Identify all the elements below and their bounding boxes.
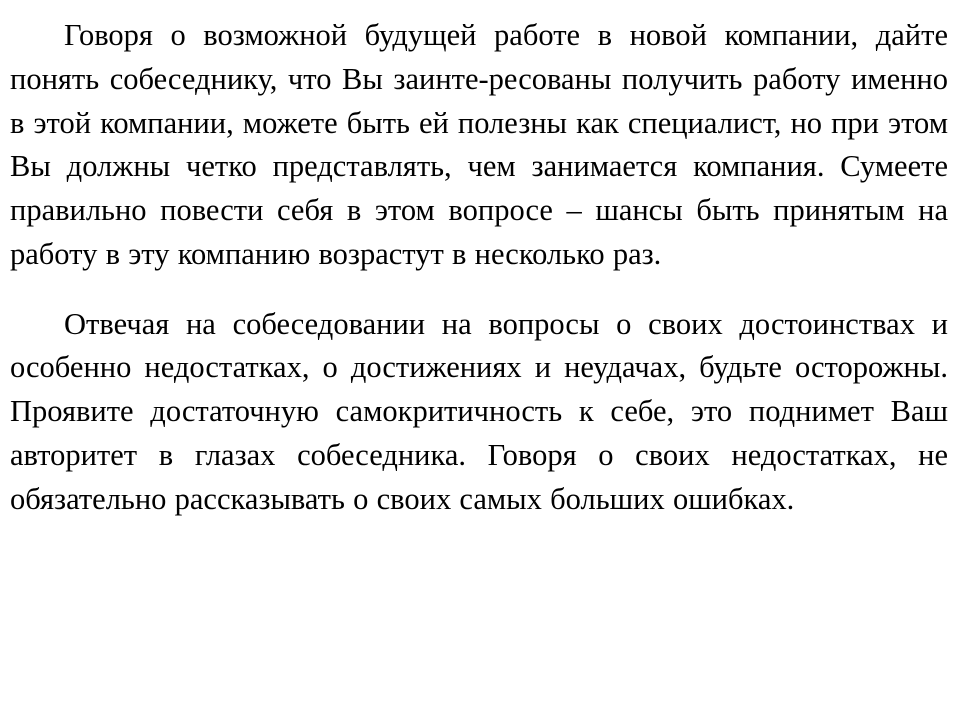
document-body [10, 14, 948, 521]
paragraph-1: Говоря о возможной будущей работе в новой компании, дайте понять собеседнику, что Вы заинте-ресованы получить работу именно в этой компании, можете быть ей полезны как специалист, но при этом Вы должны четко представлять, чем занимается компания. Сумеете правильно повести себя в этом вопросе – шансы быть принятым на работу в эту компанию возрастут в несколько раз. [10, 18, 948, 271]
paragraph-2: Отвечая на собеседовании на вопросы о своих достоинствах и особенно недостатках, о достижениях и неудачах, будьте осторожны. Проявите достаточную самокритичность к себе, это поднимет Ваш авторитет в глазах собеседника. Говоря о своих недостатках, не обязательно рассказывать о своих самых больших ошибках. [10, 306, 948, 516]
